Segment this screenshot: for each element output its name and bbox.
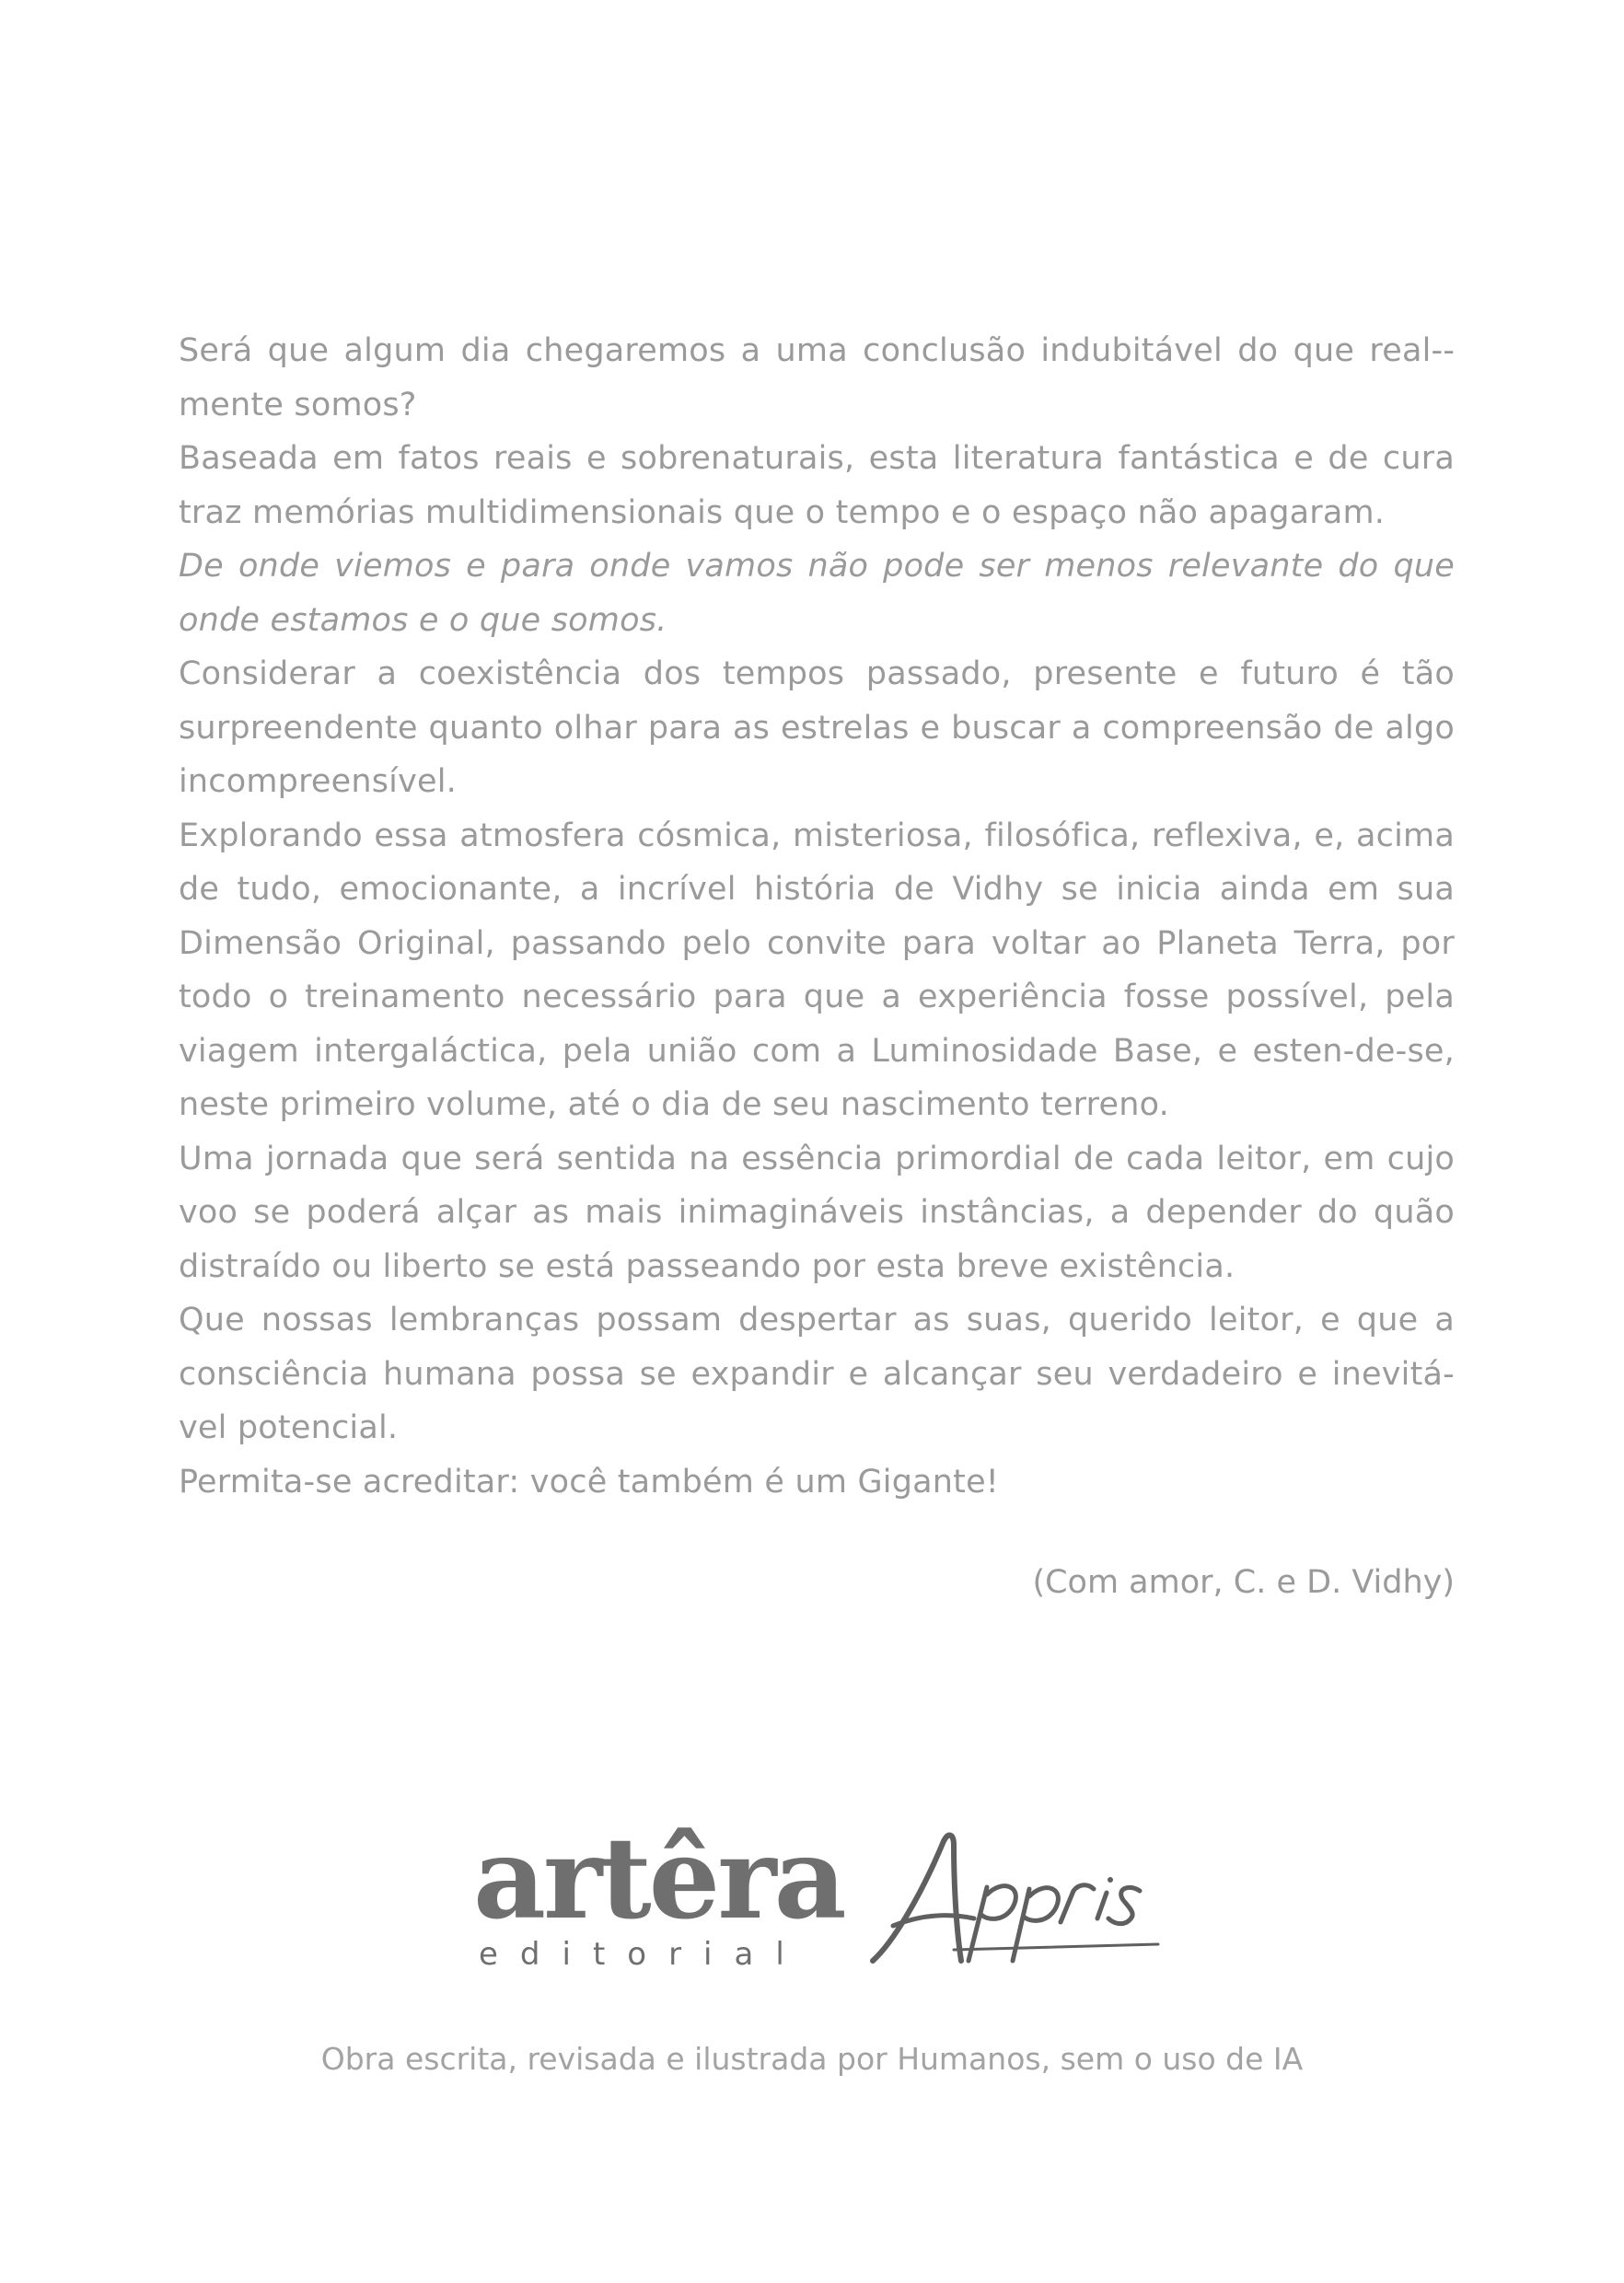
appris-logo-icon — [865, 1823, 1169, 1988]
back-cover-text — [179, 324, 1455, 1509]
paragraph-7: Que nossas lembranças possam despertar as suas, querido leitor, e que a consciência humana possa se expandir e alcançar seu verdadeiro e inevitá-vel potencial. — [179, 1302, 1455, 1446]
paragraph-3-italic: De onde viemos e para onde vamos não pode ser menos relevante do que onde estamos e o que somos. — [179, 548, 1455, 639]
paragraph-6: Uma jornada que será sentida na essência primordial de cada leitor, em cujo voo se poderá alçar as mais inimagináveis instâncias, a depender do quão distraído ou liberto se está passeando por esta breve existência. — [179, 1140, 1455, 1285]
footer-note: Obra escrita, revisada e ilustrada por Humanos, sem o uso de IA — [320, 2041, 1304, 2077]
appris-logo — [865, 1823, 1169, 1988]
publisher-logos — [0, 1812, 1624, 2011]
paragraph-1: Será que algum dia chegaremos a uma conclusão indubitável do que real-mente somos? — [179, 332, 1455, 423]
paragraph-4: Considerar a coexistência dos tempos passado, presente e futuro é tão surpreendente quanto olhar para as estrelas e buscar a compreensão de algo incompreensível. — [179, 655, 1455, 800]
paragraph-5: Explorando essa atmosfera cósmica, misteriosa, filosófica, reflexiva, e, acima de tudo, emocionante, a incrível história de Vidhy se inicia ainda em sua Dimensão Original, passando pelo convite para voltar ao Planeta Terra, por todo o treinamento necessário para que a experiência fosse possível, pela viagem intergaláctica, pela união com a Luminosidade Base, e esten-de-se, neste primeiro volume, até o dia de seu nascimento terreno. — [179, 817, 1455, 1123]
signature: (Com amor, C. e D. Vidhy) — [1032, 1564, 1455, 1601]
artera-logo — [470, 1812, 844, 1984]
paragraph-2: Baseada em fatos reais e sobrenaturais, esta literatura fantástica e de cura traz memórias multidimensionais que o tempo e o espaço não apagaram. — [179, 440, 1455, 531]
artera-wordmark: artêra — [473, 1812, 844, 1944]
artera-subtitle: editorial — [479, 1936, 806, 1973]
paragraph-8: Permita-se acreditar: você também é um Gigante! — [179, 1463, 1000, 1501]
